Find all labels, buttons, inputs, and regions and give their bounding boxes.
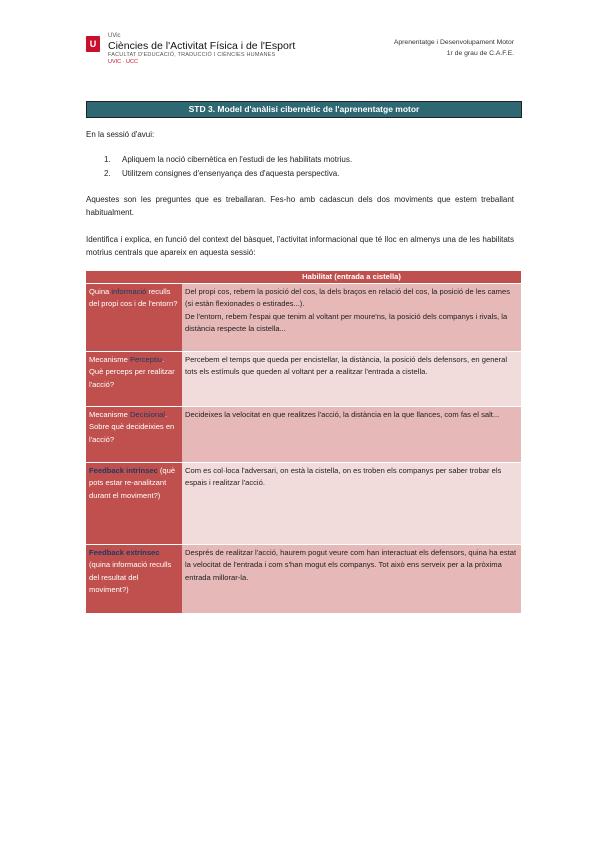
label-part: Mecanisme <box>89 410 130 420</box>
table-row <box>86 463 521 545</box>
label-part: Quina <box>89 287 112 297</box>
list-number: 1. <box>104 155 111 164</box>
course-name: 1r de grau de C.A.F.E. <box>446 50 514 57</box>
uvic-label: UVIC · UCC <box>108 59 138 65</box>
row-label <box>86 407 182 463</box>
label-part: (quina informació reculls del resultat del moviment?) <box>89 560 172 594</box>
answer-text: Del propi cos, rebem la posició del cos, la dels braços en relació del cos, la posició de les cames (si estàn flexionades o estirades...). <box>185 287 511 309</box>
table-header-row <box>86 271 521 284</box>
label-part: . Què perceps per realitzar l'acció? <box>89 355 175 389</box>
row-answer <box>182 463 521 545</box>
label-part: (què pots estar re-analitzant durant el moviment?) <box>89 466 176 500</box>
row-label <box>86 284 182 352</box>
row-answer <box>182 352 521 407</box>
list-text: Utilitzem consignes d'ensenyança des d'aquesta perspectiva. <box>122 169 340 178</box>
list-item <box>104 167 339 180</box>
faculty-name: FACULTAT D'EDUCACIÓ, TRADUCCIÓ I CIÈNCIES HUMANES <box>108 52 276 58</box>
table-row <box>86 407 521 463</box>
school-name: Ciències de l'Activitat Física i de l'Esport <box>108 40 296 52</box>
table-corner <box>86 271 182 284</box>
university-logo-icon: U <box>86 36 100 52</box>
row-answer <box>182 284 521 352</box>
answer-text: Com es col·loca l'adversari, on està la cistella, on es troben els companys per saber trobar els espais i realitzar l'acció. <box>185 466 502 488</box>
paragraph-2: Identifica i explica, en funció del context del bàsquet, l'activitat informacional que té lloc en almenys una de les habilitats motrius centrals que apareix en aquesta sessió: <box>86 235 514 257</box>
answer-text: Percebem el temps que queda per encistellar, la distància, la posició dels defensors, en general tots els estímuls que queden al voltant per a realitzar l'entrada a cistella. <box>185 355 508 377</box>
label-keyword: informació <box>111 287 147 297</box>
label-part: reculls del propi cos i de l'entorn? <box>89 287 178 309</box>
list-text: Apliquem la noció cibernètica en l'estudi de les habilitats motrius. <box>122 155 353 164</box>
paragraph-1: Aquestes son les preguntes que es treballaran. Fes-ho amb cadascun dels dos moviments que estem treballant habitualment. <box>86 195 514 217</box>
table-header: Habilitat (entrada a cistella) <box>182 271 521 284</box>
label-keyword: Decisional <box>129 410 165 420</box>
analysis-table <box>86 271 521 613</box>
answer-text: De l'entorn, rebem l'espai que tenim al voltant per moure'ns, la posició dels companys i rivals, la distància respecte la cistella... <box>185 311 508 333</box>
univ-label: UVic <box>108 33 121 39</box>
table-row <box>86 352 521 407</box>
list-item <box>104 153 352 166</box>
header-right <box>394 37 514 59</box>
institution-block <box>108 33 295 66</box>
row-label <box>86 463 182 545</box>
table-row <box>86 545 521 613</box>
row-label <box>86 545 182 613</box>
row-label <box>86 352 182 407</box>
label-part: . Sobre què decideixies en l'acció? <box>89 410 175 444</box>
label-part: Mecanisme <box>89 355 130 365</box>
intro-text: En la sessió d'avui: <box>86 130 155 139</box>
answer-text: Decideixes la velocitat en que realitzes l'acció, la distància en la que llances, com fas el salt... <box>185 410 500 420</box>
label-keyword: Feedback extrínsec <box>89 548 160 558</box>
label-keyword: Feedback intrínsec <box>89 466 158 476</box>
answer-text: Després de realitzar l'acció, haurem pogut veure com han interactuat els defensors, quina ha estat la velocitat de l'entrada i com s'han mogut els companys. Tot això ens serveix per a la pròxima entrada millorar-la. <box>185 548 517 582</box>
table-row <box>86 284 521 352</box>
row-answer <box>182 545 521 613</box>
section-title: STD 3. Model d'anàlisi cibernètic de l'aprenentatge motor <box>86 101 522 118</box>
label-keyword: Perceptiu <box>129 355 163 365</box>
subject-name: Aprenentatge i Desenvolupament Motor <box>393 39 514 46</box>
list-number: 2. <box>104 169 111 178</box>
row-answer <box>182 407 521 463</box>
